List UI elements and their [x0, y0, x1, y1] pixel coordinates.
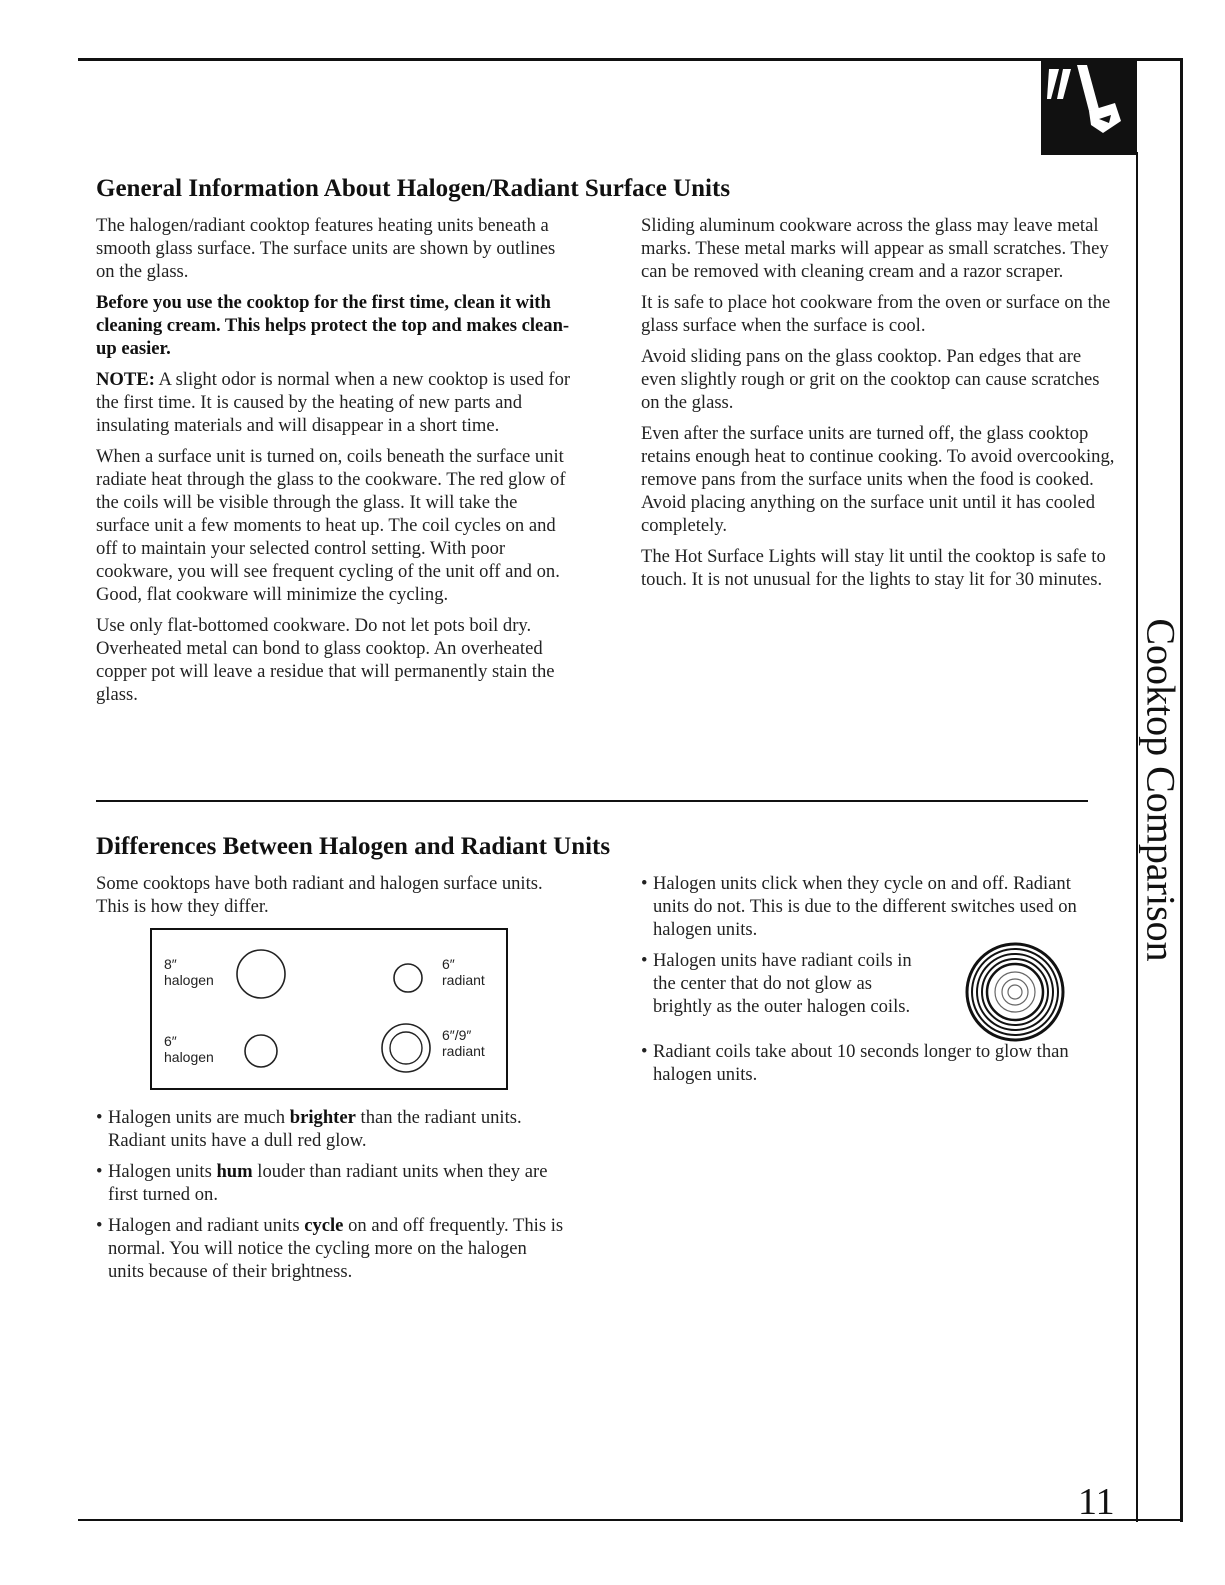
paragraph: The Hot Surface Lights will stay lit until the cooktop is safe to touch. It is not unusual for the lights to stay lit for 30 minutes. — [641, 546, 1106, 590]
bullet-text: Halogen units click when they cycle on and off. Radiant units do not. This is due to the different switches used on halogen units. — [653, 873, 1077, 940]
bullet-text: on and off frequently. This is normal. You will notice the cycling more on the halogen units because of their brightness. — [108, 1215, 564, 1282]
bullet-symbol: • — [96, 1161, 103, 1182]
bullet-bold: hum — [216, 1161, 253, 1182]
list-item — [641, 1040, 1111, 1086]
burner-8in-halogen — [237, 950, 285, 998]
unit-type: halogen — [164, 1049, 214, 1065]
burner-6-9in-radiant-outer — [382, 1024, 430, 1072]
bullet-symbol: • — [641, 1041, 648, 1062]
unit-size: 8″ — [164, 956, 177, 972]
section2-title: Differences Between Halogen and Radiant Units — [96, 833, 611, 860]
section-divider — [96, 800, 1088, 802]
paragraph: It is safe to place hot cookware from the oven or surface on the glass surface when the surface is cool. — [641, 292, 1111, 336]
chapter-tab — [1041, 59, 1137, 155]
bullet-text: Radiant coils take about 10 seconds longer to glow than halogen units. — [653, 1041, 1069, 1085]
bullet-text: Halogen units — [108, 1161, 217, 1182]
section1-left-column — [96, 214, 574, 714]
paragraph: Avoid sliding pans on the glass cooktop. Pan edges that are even slightly rough or grit on the cooktop can cause scratches on the glass. — [641, 346, 1100, 413]
bullet-symbol: • — [641, 950, 648, 971]
bullet-symbol: • — [96, 1215, 103, 1236]
unit-type: radiant — [442, 972, 485, 988]
paragraph: Some cooktops have both radiant and halogen surface units. This is how they differ. — [96, 873, 543, 917]
page-number: 11 — [1078, 1481, 1115, 1523]
unit-size: 6″/9″ — [442, 1027, 472, 1043]
bullet-text: Halogen and radiant units — [108, 1215, 305, 1236]
burner-6in-radiant — [394, 964, 422, 992]
halogen-coil-icon — [963, 940, 1067, 1044]
paragraph: Sliding aluminum cookware across the glass may leave metal marks. These metal marks will appear as small scratches. They can be removed with cleaning cream and a razor scraper. — [641, 215, 1109, 282]
paragraph: Use only flat-bottomed cookware. Do not let pots boil dry. Overheated metal can bond to glass cooktop. An overheated copper pot will leave a residue that will permanently stain the glass. — [96, 615, 555, 705]
cooktop-diagram — [150, 928, 508, 1090]
unit-type: halogen — [164, 972, 214, 988]
paragraph: The halogen/radiant cooktop features heating units beneath a smooth glass surface. The surface units are shown by outlines on the glass. — [96, 215, 556, 282]
unit-size: 6″ — [442, 956, 455, 972]
note-text: A slight odor is normal when a new cooktop is used for the first time. It is caused by the heating of new parts and insulating materials and will disappear in a short time. — [96, 369, 571, 436]
section1-right-column — [641, 214, 1119, 599]
bullet-text: than the radiant units. Radiant units have a dull red glow. — [108, 1107, 522, 1151]
bullet-line: the center that do not glow as — [653, 973, 872, 994]
section2-left-bullets — [96, 1106, 566, 1291]
bullet-line: Halogen units have radiant coils in — [653, 950, 912, 971]
chapter-title-text: Cooktop Comparison — [1138, 618, 1184, 962]
burner-6in-halogen — [245, 1035, 277, 1067]
bullet-symbol: • — [641, 873, 648, 894]
bullet-line: brightly as the outer halogen coils. — [653, 996, 911, 1017]
bullet-bold: brighter — [289, 1107, 356, 1128]
bullet-symbol: • — [96, 1107, 103, 1128]
list-item — [96, 1160, 566, 1206]
paragraph: Even after the surface units are turned off, the glass cooktop retains enough heat to continue cooking. To avoid overcooking, remove pans from the surface units when the food is cooked. Avoid placing anything on the surface unit until it has cooled completely. — [641, 423, 1115, 536]
chapter-side-title — [1138, 618, 1184, 962]
note-paragraph — [96, 368, 574, 437]
section1-title: General Information About Halogen/Radiant Surface Units — [96, 175, 731, 202]
burner-layout-graphic — [152, 930, 506, 1088]
bullet-bold: cycle — [304, 1215, 344, 1236]
paragraph: When a surface unit is turned on, coils beneath the surface unit radiate heat through the glass to the cookware. The red glow of the coils will be visible through the glass. It will take the surface unit a few moments to heat up. The coil cycles on and off to maintain your selected control setting. With poor cookware, you will see frequent cycling of the unit off and on. Good, flat cookware will minimize the cycling. — [96, 446, 566, 605]
top-rule — [78, 58, 1183, 61]
list-item — [96, 1106, 566, 1152]
wipe-hand-icon — [1041, 59, 1137, 155]
unit-size: 6″ — [164, 1033, 177, 1049]
burner-6-9in-radiant-inner — [390, 1032, 422, 1064]
section2-intro — [96, 872, 576, 926]
list-item — [96, 1214, 566, 1283]
unit-type: radiant — [442, 1043, 485, 1059]
note-label: NOTE: — [96, 369, 155, 390]
paragraph-bold: Before you use the cooktop for the first time, clean it with cleaning cream. This helps protect the top and makes clean-up easier. — [96, 292, 570, 359]
list-item — [641, 872, 1111, 941]
bullet-text: Halogen units are much — [108, 1107, 290, 1128]
bottom-rule — [78, 1519, 1183, 1521]
bullet-text: louder than radiant units when they are first turned on. — [108, 1161, 548, 1205]
